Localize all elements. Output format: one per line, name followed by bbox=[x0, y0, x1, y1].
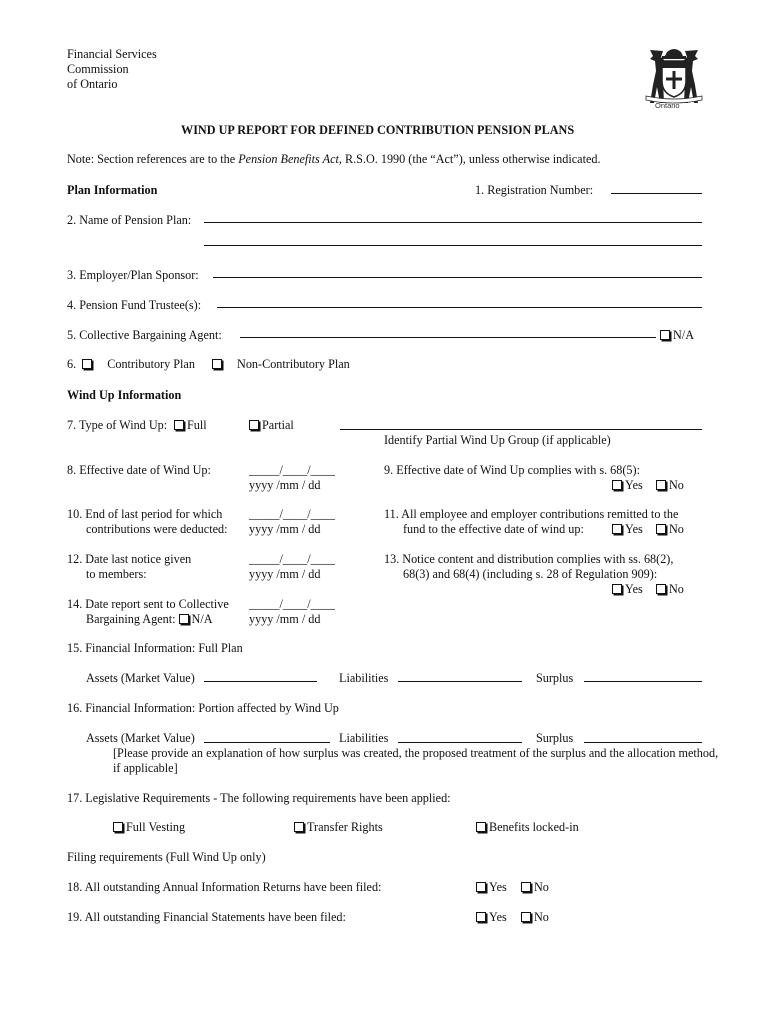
org-name-line3: of Ontario bbox=[67, 77, 118, 91]
effective-date-label: 8. Effective date of Wind Up: bbox=[67, 463, 211, 477]
q13-label-line1: 13. Notice content and distribution complies with ss. 68(2), bbox=[384, 552, 674, 566]
employer-sponsor-label: 3. Employer/Plan Sponsor: bbox=[67, 268, 199, 282]
filing-requirements-label: Filing requirements (Full Wind Up only) bbox=[67, 850, 266, 864]
contributory-label: Contributory Plan bbox=[107, 357, 195, 371]
q14-label-line1: 14. Date report sent to Collective bbox=[67, 597, 229, 611]
q15-assets-field[interactable] bbox=[204, 681, 317, 682]
transfer-rights-option[interactable]: Transfer Rights bbox=[294, 820, 383, 835]
q18-label: 18. All outstanding Annual Information Returns have been filed: bbox=[67, 880, 382, 894]
q14-label-line2: Bargaining Agent: N/A bbox=[86, 612, 213, 626]
logo-ontario-text: Ontario bbox=[655, 101, 680, 110]
q19-label: 19. All outstanding Financial Statements have been filed: bbox=[67, 910, 346, 924]
trustee-label: 4. Pension Fund Trustee(s): bbox=[67, 298, 202, 312]
q16-liabilities-label: Liabilities bbox=[339, 731, 389, 745]
q15-assets-label: Assets (Market Value) bbox=[86, 671, 195, 685]
q15-liabilities-label: Liabilities bbox=[339, 671, 389, 685]
q10-label-line2: contributions were deducted: bbox=[86, 522, 228, 536]
q16-label: 16. Financial Information: Portion affected by Wind Up bbox=[67, 701, 339, 715]
q9-yes-option[interactable]: Yes bbox=[612, 478, 643, 493]
checkbox-icon[interactable] bbox=[660, 330, 670, 340]
q14-date-field[interactable]: _____/____/____ bbox=[249, 597, 335, 611]
q18-no-option[interactable]: No bbox=[521, 880, 549, 895]
q19-yes-option[interactable]: Yes bbox=[476, 910, 507, 925]
wind-up-type-label: 7. Type of Wind Up: bbox=[67, 418, 168, 432]
q16-assets-label: Assets (Market Value) bbox=[86, 731, 195, 745]
q14-date-format: yyyy /mm / dd bbox=[249, 612, 321, 626]
plan-name-label: 2. Name of Pension Plan: bbox=[67, 213, 192, 227]
q12-label-line2: to members: bbox=[86, 567, 147, 581]
bargaining-agent-label: 5. Collective Bargaining Agent: bbox=[67, 328, 222, 342]
registration-number-label: 1. Registration Number: bbox=[475, 183, 594, 197]
q12-label-line1: 12. Date last notice given bbox=[67, 552, 192, 566]
q18-yes-option[interactable]: Yes bbox=[476, 880, 507, 895]
q15-label: 15. Financial Information: Full Plan bbox=[67, 641, 243, 655]
q15-surplus-label: Surplus bbox=[536, 671, 574, 685]
effective-date-format: yyyy /mm / dd bbox=[249, 478, 321, 492]
q13-yes-option[interactable]: Yes bbox=[612, 582, 643, 597]
wind-up-partial-option[interactable]: Partial bbox=[249, 418, 294, 433]
trustee-field[interactable] bbox=[217, 307, 702, 308]
q16-assets-field[interactable] bbox=[204, 742, 330, 743]
non-contributory-checkbox[interactable] bbox=[212, 359, 222, 369]
partial-wind-up-group-caption: Identify Partial Wind Up Group (if applicable) bbox=[384, 433, 611, 447]
q19-no-option[interactable]: No bbox=[521, 910, 549, 925]
wind-up-full-option[interactable]: Full bbox=[174, 418, 207, 433]
q9-no-option[interactable]: No bbox=[656, 478, 684, 493]
q14-na-checkbox[interactable] bbox=[179, 614, 189, 624]
q13-label-line2: 68(3) and 68(4) (including s. 28 of Regulation 909): bbox=[403, 567, 658, 581]
q10-label-line1: 10. End of last period for which bbox=[67, 507, 223, 521]
contributory-checkbox[interactable] bbox=[82, 359, 92, 369]
bargaining-agent-na-option[interactable]: N/A bbox=[660, 328, 694, 343]
q11-label-line1: 11. All employee and employer contributions remitted to the bbox=[384, 507, 679, 521]
q10-date-field[interactable]: _____/____/____ bbox=[249, 507, 335, 521]
registration-number-field[interactable] bbox=[611, 193, 702, 194]
note-text: Note: Section references are to the Pension Benefits Act, R.S.O. 1990 (the “Act”), unless otherwise indicated. bbox=[67, 152, 601, 166]
q16-liabilities-field[interactable] bbox=[398, 742, 522, 743]
benefits-locked-in-option[interactable]: Benefits locked-in bbox=[476, 820, 579, 835]
plan-name-field-line1[interactable] bbox=[204, 222, 702, 223]
org-name-line1: Financial Services bbox=[67, 47, 157, 61]
effective-date-field[interactable]: _____/____/____ bbox=[249, 463, 335, 477]
section-heading-plan-info: Plan Information bbox=[67, 183, 158, 197]
q11-no-option[interactable]: No bbox=[656, 522, 684, 537]
q16-explanation-line2: if applicable] bbox=[113, 761, 178, 775]
non-contributory-label: Non-Contributory Plan bbox=[237, 357, 350, 371]
org-name-line2: Commission bbox=[67, 62, 129, 76]
q10-date-format: yyyy /mm / dd bbox=[249, 522, 321, 536]
bargaining-agent-field[interactable] bbox=[240, 337, 656, 338]
q16-explanation-line1: [Please provide an explanation of how surplus was created, the proposed treatment of the surplus and the allocation method, bbox=[113, 746, 719, 760]
form-title: WIND UP REPORT FOR DEFINED CONTRIBUTION PENSION PLANS bbox=[181, 123, 575, 137]
q13-no-option[interactable]: No bbox=[656, 582, 684, 597]
q12-date-field[interactable]: _____/____/____ bbox=[249, 552, 335, 566]
section-heading-wind-up-info: Wind Up Information bbox=[67, 388, 182, 402]
q11-label-line2: fund to the effective date of wind up: bbox=[403, 522, 584, 536]
q17-label: 17. Legislative Requirements - The following requirements have been applied: bbox=[67, 791, 451, 805]
q11-yes-option[interactable]: Yes bbox=[612, 522, 643, 537]
q15-liabilities-field[interactable] bbox=[398, 681, 522, 682]
plan-type-number: 6. bbox=[67, 357, 77, 371]
q16-surplus-label: Surplus bbox=[536, 731, 574, 745]
partial-wind-up-group-field[interactable] bbox=[340, 429, 702, 430]
q15-surplus-field[interactable] bbox=[584, 681, 702, 682]
full-vesting-option[interactable]: Full Vesting bbox=[113, 820, 185, 835]
q9-label: 9. Effective date of Wind Up complies with s. 68(5): bbox=[384, 463, 640, 477]
q16-surplus-field[interactable] bbox=[584, 742, 702, 743]
employer-sponsor-field[interactable] bbox=[213, 277, 702, 278]
q12-date-format: yyyy /mm / dd bbox=[249, 567, 321, 581]
plan-name-field-line2[interactable] bbox=[204, 245, 702, 246]
plan-type-row bbox=[67, 357, 350, 372]
